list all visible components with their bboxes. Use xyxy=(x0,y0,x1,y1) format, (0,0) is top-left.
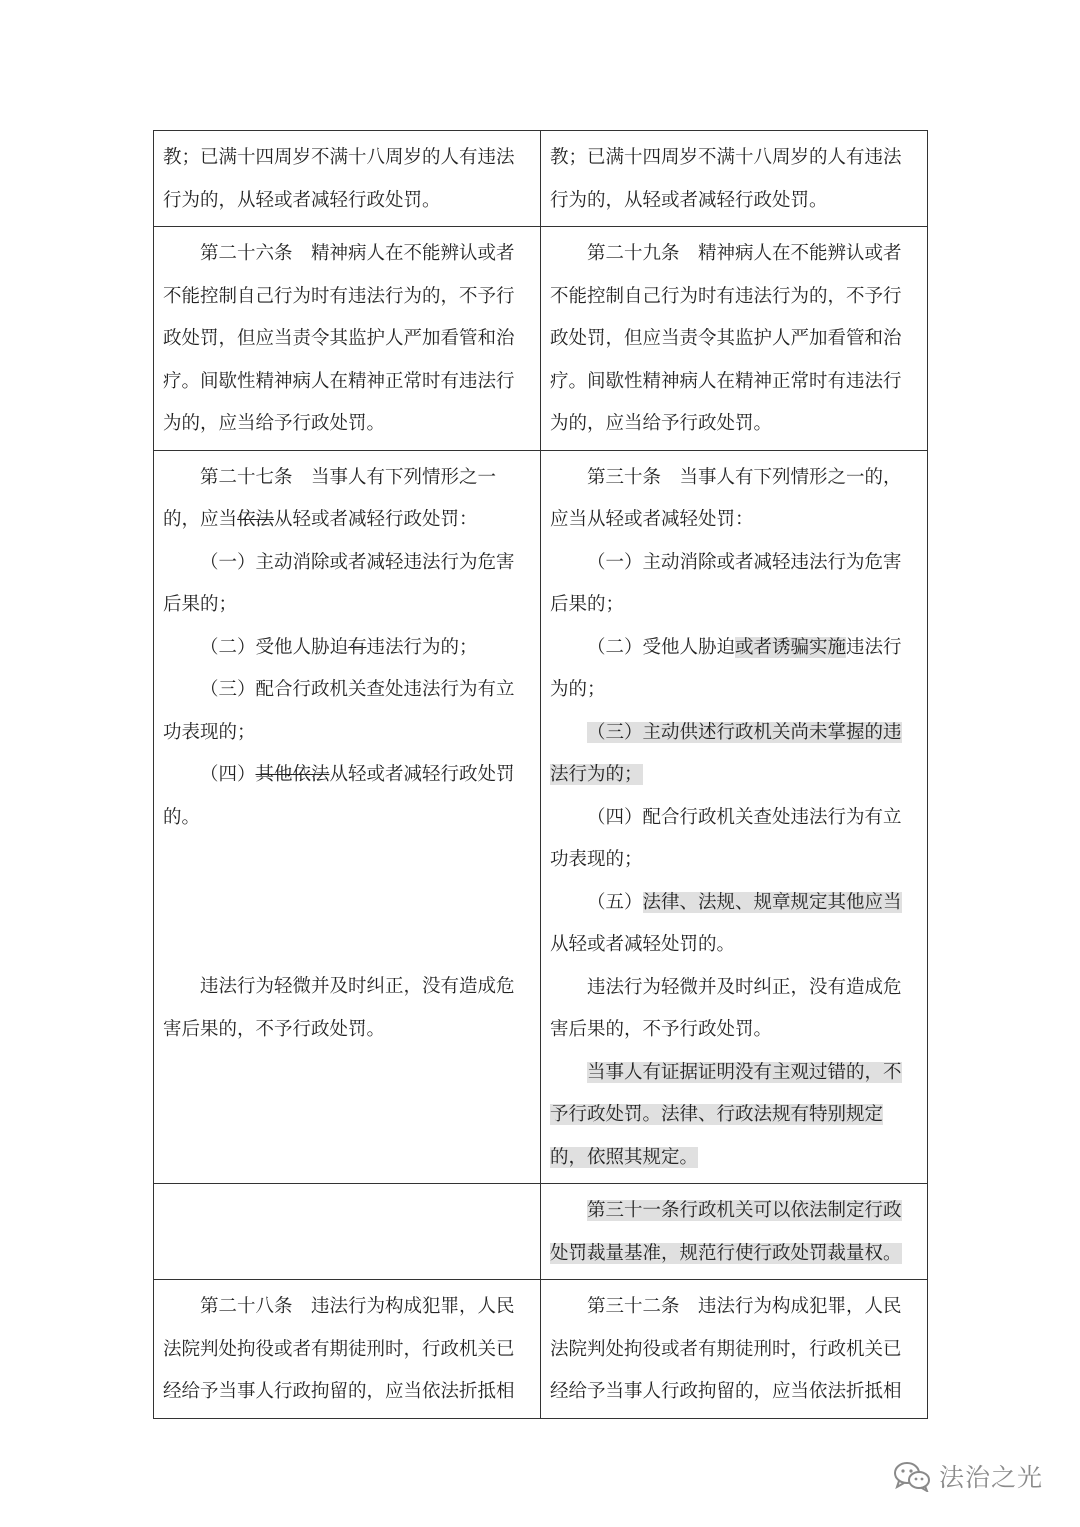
new-law-cell xyxy=(541,450,928,1184)
added-text: （三）主动供述行政机关尚未掌握的违法行为的； xyxy=(550,721,902,785)
added-text: 或者诱骗实施 xyxy=(735,636,847,658)
old-law-cell xyxy=(154,1184,541,1280)
comparison-table xyxy=(153,130,928,1419)
table-row xyxy=(154,450,928,1184)
item-5: （五）法律、法规、规章规定其他应当从轻或者减轻处罚的。 xyxy=(550,891,902,955)
watermark-text: 法治之光 xyxy=(939,1463,1044,1492)
article-32: 第三十二条 违法行为构成犯罪，人民法院判处拘役或者有期徒刑时，行政机关已经给予当事人行政拘留的，应当依法折抵相 xyxy=(550,1296,902,1402)
added-text: 当事人有证据证明没有主观过错的，不予行政处罚。法律、行政法规有特别规定的，依照其规定。 xyxy=(550,1061,902,1168)
new-law-cell xyxy=(541,1280,928,1419)
minor-violation-clause: 违法行为轻微并及时纠正，没有造成危害后果的，不予行政处罚。 xyxy=(550,976,902,1040)
old-law-cell xyxy=(154,227,541,451)
article-29: 第二十九条 精神病人在不能辨认或者不能控制自己行为时有违法行为的，不予行政处罚，但应当责令其监护人严加看管和治疗。间歇性精神病人在精神正常时有违法行为的，应当给予行政处罚。 xyxy=(550,243,902,434)
article-30-intro: 第三十条 当事人有下列情形之一的，应当从轻或者减轻处罚： xyxy=(550,466,902,530)
item-4: （四）配合行政机关查处违法行为有立功表现的； xyxy=(550,806,902,870)
spacer xyxy=(163,839,531,966)
added-text: 法律、法规、规章规定其他应当 xyxy=(642,891,902,913)
item-2: （二）受他人胁迫有违法行为的； xyxy=(200,636,478,658)
item-1: （一）主动消除或者减轻违法行为危害后果的； xyxy=(163,551,515,615)
deleted-text: 依法 xyxy=(237,509,275,530)
old-law-cell xyxy=(154,131,541,227)
item-1: （一）主动消除或者减轻违法行为危害后果的； xyxy=(550,551,902,615)
watermark xyxy=(893,1456,1043,1496)
table-row xyxy=(154,227,928,451)
table-row xyxy=(154,1184,928,1280)
old-law-cell xyxy=(154,1280,541,1419)
item-3: （三）配合行政机关查处违法行为有立功表现的； xyxy=(163,679,515,743)
new-law-cell xyxy=(541,1184,928,1280)
article-27-intro: 第二十七条 当事人有下列情形之一的，应当依法从轻或者减轻行政处罚： xyxy=(163,466,497,530)
table-row xyxy=(154,131,928,227)
added-text: 第三十一条行政机关可以依法制定行政处罚裁量基准，规范行使行政处罚裁量权。 xyxy=(550,1200,902,1264)
table-row xyxy=(154,1280,928,1419)
deleted-text: 其他依法 xyxy=(255,764,330,785)
old-law-cell xyxy=(154,450,541,1184)
item-2: （二）受他人胁迫或者诱骗实施违法行为的； xyxy=(550,636,902,700)
item-4: （四）其他依法从轻或者减轻行政处罚的。 xyxy=(163,764,515,828)
new-law-cell xyxy=(541,131,928,227)
article-26: 第二十六条 精神病人在不能辨认或者不能控制自己行为时有违法行为的，不予行政处罚，但应当责令其监护人严加看管和治疗。间歇性精神病人在精神正常时有违法行为的，应当给予行政处罚。 xyxy=(163,243,515,434)
new-law-cell xyxy=(541,227,928,451)
clause-text: 教；已满十四周岁不满十八周岁的人有违法行为的，从轻或者减轻行政处罚。 xyxy=(550,147,902,211)
item-3 xyxy=(550,712,918,797)
minor-violation-clause: 违法行为轻微并及时纠正，没有造成危害后果的，不予行政处罚。 xyxy=(163,976,515,1040)
article-31 xyxy=(550,1190,918,1275)
no-fault-clause xyxy=(550,1052,918,1180)
deleted-text: 有 xyxy=(348,636,367,658)
wechat-icon xyxy=(893,1460,931,1492)
clause-text: 教；已满十四周岁不满十八周岁的人有违法行为的，从轻或者减轻行政处罚。 xyxy=(163,147,515,211)
article-28: 第二十八条 违法行为构成犯罪，人民法院判处拘役或者有期徒刑时，行政机关已经给予当事人行政拘留的，应当依法折抵相 xyxy=(163,1296,515,1402)
